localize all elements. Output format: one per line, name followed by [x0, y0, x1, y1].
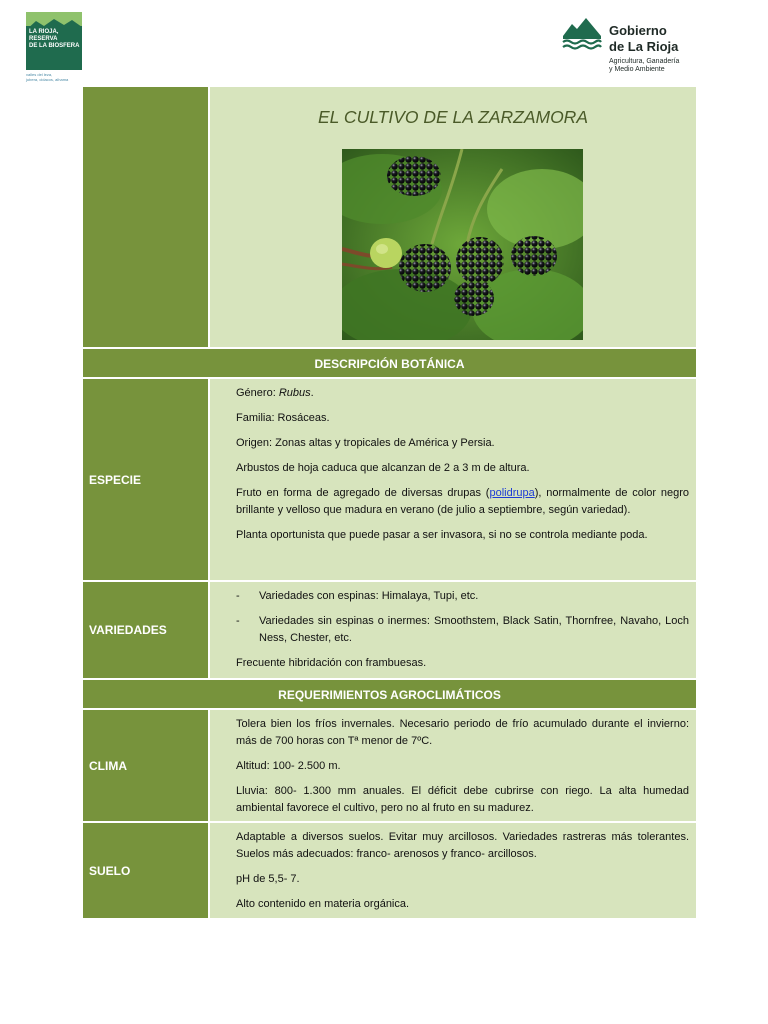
title-row [83, 87, 696, 349]
bullet-dash: - [236, 590, 240, 602]
title-row-label [83, 87, 210, 347]
variedad-item-text: Variedades con espinas: Himalaya, Tupi, etc. [259, 590, 479, 602]
gobierno-rioja-logo [562, 16, 702, 78]
crop-sheet [83, 87, 696, 918]
variedad-item [236, 613, 689, 647]
gobierno-subtitle [609, 58, 704, 74]
suelo-label: SUELO [83, 823, 210, 918]
genero-value: Rubus [278, 387, 311, 399]
variedad-item [236, 588, 689, 605]
lluvia-text: Lluvia: 800- 1.300 mm anuales. El déficit debe cubrirse con riego. La alta humedad ambiental favorece el cultivo, pero no al fruto en su madurez. [236, 785, 689, 814]
hibridacion-text: Frecuente hibridación con frambuesas. [236, 657, 427, 669]
ph-text: pH de 5,5- 7. [236, 873, 300, 885]
suelo-row [83, 823, 696, 918]
blackberry-image [342, 149, 583, 340]
biosfera-line-2: RESERVA [29, 36, 58, 42]
origen-text: Origen: Zonas altas y tropicales de América y Persia. [236, 437, 495, 449]
biosfera-caption-1: valles del leza, [26, 72, 53, 77]
variedad-item-text: Variedades sin espinas o inermes: Smoothstem, Black Satin, Thornfree, Navaho, Loch Ness, Chester, etc. [259, 615, 689, 644]
gobierno-line-2: de La Rioja [609, 39, 679, 54]
bullet-dash: - [236, 615, 240, 627]
document-title: EL CULTIVO DE LA ZARZAMORA [317, 107, 588, 127]
polidrupa-link[interactable]: polidrupa [489, 487, 535, 499]
biosfera-logo-mark [26, 12, 82, 70]
planta-text: Planta oportunista que puede pasar a ser invasora, si no se controla mediante poda. [236, 529, 648, 541]
clima-frio-text: Tolera bien los fríos invernales. Necesario periodo de frío acumulado durante el invierno: más de 700 horas con Tª menor de 7ºC. [236, 718, 689, 747]
especie-label: ESPECIE [83, 379, 210, 580]
genero-prefix: Género: [236, 387, 279, 399]
clima-content [210, 710, 696, 821]
materia-organica-text: Alto contenido en materia orgánica. [236, 898, 410, 910]
biosfera-caption [26, 72, 82, 82]
mountains-waves-icon [562, 16, 602, 52]
blackberry-photo [342, 149, 583, 340]
altitud-text: Altitud: 100- 2.500 m. [236, 760, 341, 772]
fruto-prefix: Fruto en forma de agregado de diversas drupas ( [236, 487, 490, 499]
especie-content [210, 379, 696, 580]
fruto-text [236, 485, 689, 519]
variedades-content [210, 582, 696, 678]
reserva-biosfera-logo [26, 12, 82, 80]
clima-row [83, 710, 696, 823]
biosfera-line-1: LA RIOJA, [29, 29, 59, 35]
especie-row [83, 379, 696, 582]
variedades-row [83, 582, 696, 680]
familia-text: Familia: Rosáceas. [236, 412, 330, 424]
genero-suffix: . [310, 387, 314, 399]
arbustos-text: Arbustos de hoja caduca que alcanzan de 2 a 3 m de altura. [236, 462, 530, 474]
fruto-suffix: ), normalmente de color negro brillante y velloso que madura en verano (de julio a septiembre, según variedad). [236, 487, 689, 516]
suelo-content [210, 823, 696, 918]
title-cell [210, 87, 696, 347]
suelo-tipo-text: Adaptable a diversos suelos. Evitar muy arcillosos. Variedades rastreras más tolerantes. Suelos más adecuados: franco- arenosos y franco- arcillosos. [236, 831, 689, 860]
genero-text [236, 385, 689, 402]
gobierno-subtitle-1: Agricultura, Ganadería [609, 58, 680, 65]
gobierno-line-1: Gobierno [609, 23, 667, 38]
biosfera-line-3: DE LA BIOSFERA [29, 43, 80, 49]
biosfera-logo-text [29, 29, 79, 50]
section-descripcion-botanica: DESCRIPCIÓN BOTÁNICA [83, 349, 696, 379]
variedades-label: VARIEDADES [83, 582, 210, 678]
gobierno-subtitle-2: y Medio Ambiente [609, 66, 665, 73]
clima-label: CLIMA [83, 710, 210, 821]
biosfera-caption-2: jubera, cidacos, alhama [26, 77, 69, 82]
section-requerimientos: REQUERIMIENTOS AGROCLIMÁTICOS [83, 680, 696, 710]
